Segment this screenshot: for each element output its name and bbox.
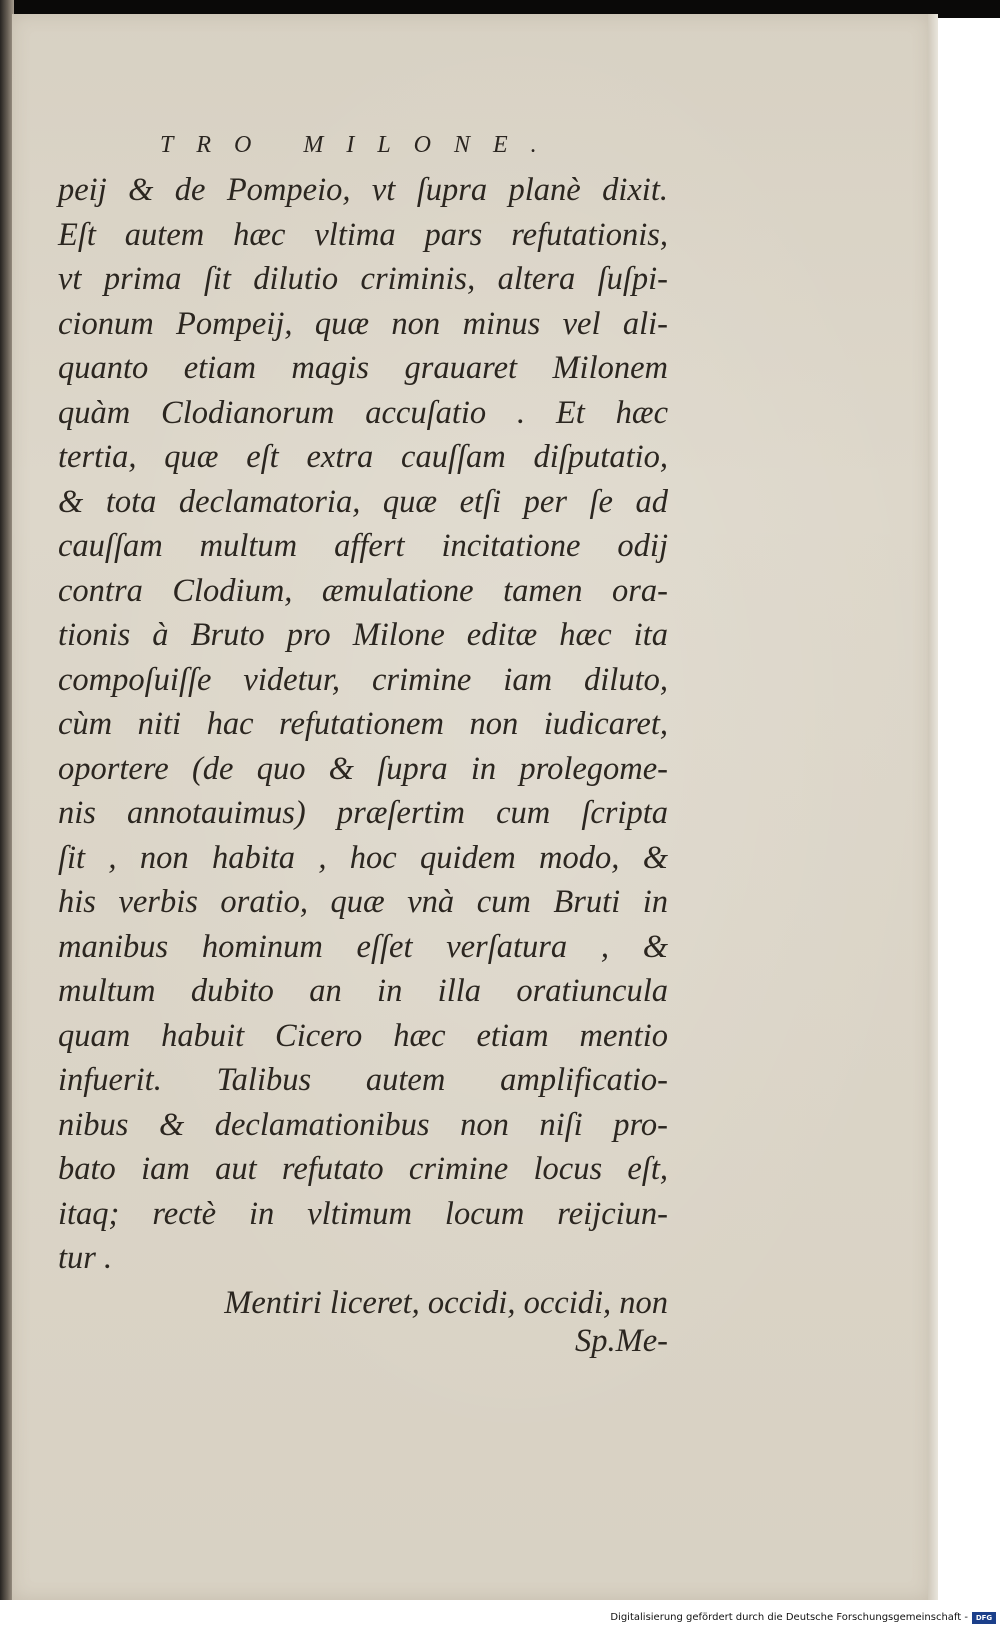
text-line: oportere (de quo & ſupra in prolegome- (58, 750, 668, 787)
quotation-line: Mentiri liceret, occidi, occidi, non (224, 1284, 668, 1321)
text-line: tertia, quæ eſt extra cauſſam diſputatio, (58, 439, 668, 475)
text-line: nis annotauimus) præſertim cum ſcripta (58, 795, 668, 831)
dfg-logo: DFG (972, 1612, 996, 1624)
text-line: Eſt autem hæc vltima pars refutationis, (58, 216, 668, 253)
text-line: tur . (58, 1240, 113, 1276)
text-line: quanto etiam magis grauaret Milonem (58, 350, 668, 386)
text-line: infuerit. Talibus autem amplificatio- (58, 1062, 668, 1098)
running-head: TRO MILONE. (160, 132, 560, 158)
text-line: nibus & declamationibus non niſi pro- (58, 1106, 668, 1143)
text-line: compoſuiſſe videtur, crimine iam diluto, (58, 661, 668, 698)
text-line: cùm niti hac refutationem non iudicaret, (58, 706, 668, 742)
text-line: multum dubito an in illa oratiuncula (58, 973, 668, 1009)
text-line: cauſſam multum affert incitatione odij (58, 528, 668, 564)
body-text (58, 168, 668, 1325)
text-line: itaq; rectè in vltimum locum reijciun- (58, 1195, 668, 1232)
page-edge (928, 14, 938, 1600)
funding-credit: Digitalisierung gefördert durch die Deutsche Forschungsgemeinschaft - (610, 1612, 968, 1623)
text-line: cionum Pompeij, quæ non minus vel ali- (58, 305, 668, 342)
text-line: contra Clodium, æmulatione tamen ora- (58, 572, 668, 609)
text-line: ſit , non habita , hoc quidem modo, & (58, 839, 668, 876)
text-line: vt prima ſit dilutio criminis, altera ſuſpi- (58, 261, 668, 297)
text-line: tionis à Bruto pro Milone editæ hæc ita (58, 617, 668, 653)
text-line: peij & de Pompeio, vt ſupra planè dixit. (58, 172, 668, 208)
text-line: bato iam aut refutato crimine locus eſt, (58, 1151, 668, 1187)
text-line: his verbis oratio, quæ vnà cum Bruti in (58, 884, 668, 920)
text-line: & tota declamatoria, quæ etſi per ſe ad (58, 483, 668, 520)
text-line: quam habuit Cicero hæc etiam mentio (58, 1017, 668, 1054)
text-line: manibus hominum eſſet verſatura , & (58, 928, 668, 965)
text-line: quàm Clodianorum accuſatio . Et hæc (58, 394, 668, 431)
catchword: Sp.Me- (575, 1323, 668, 1359)
